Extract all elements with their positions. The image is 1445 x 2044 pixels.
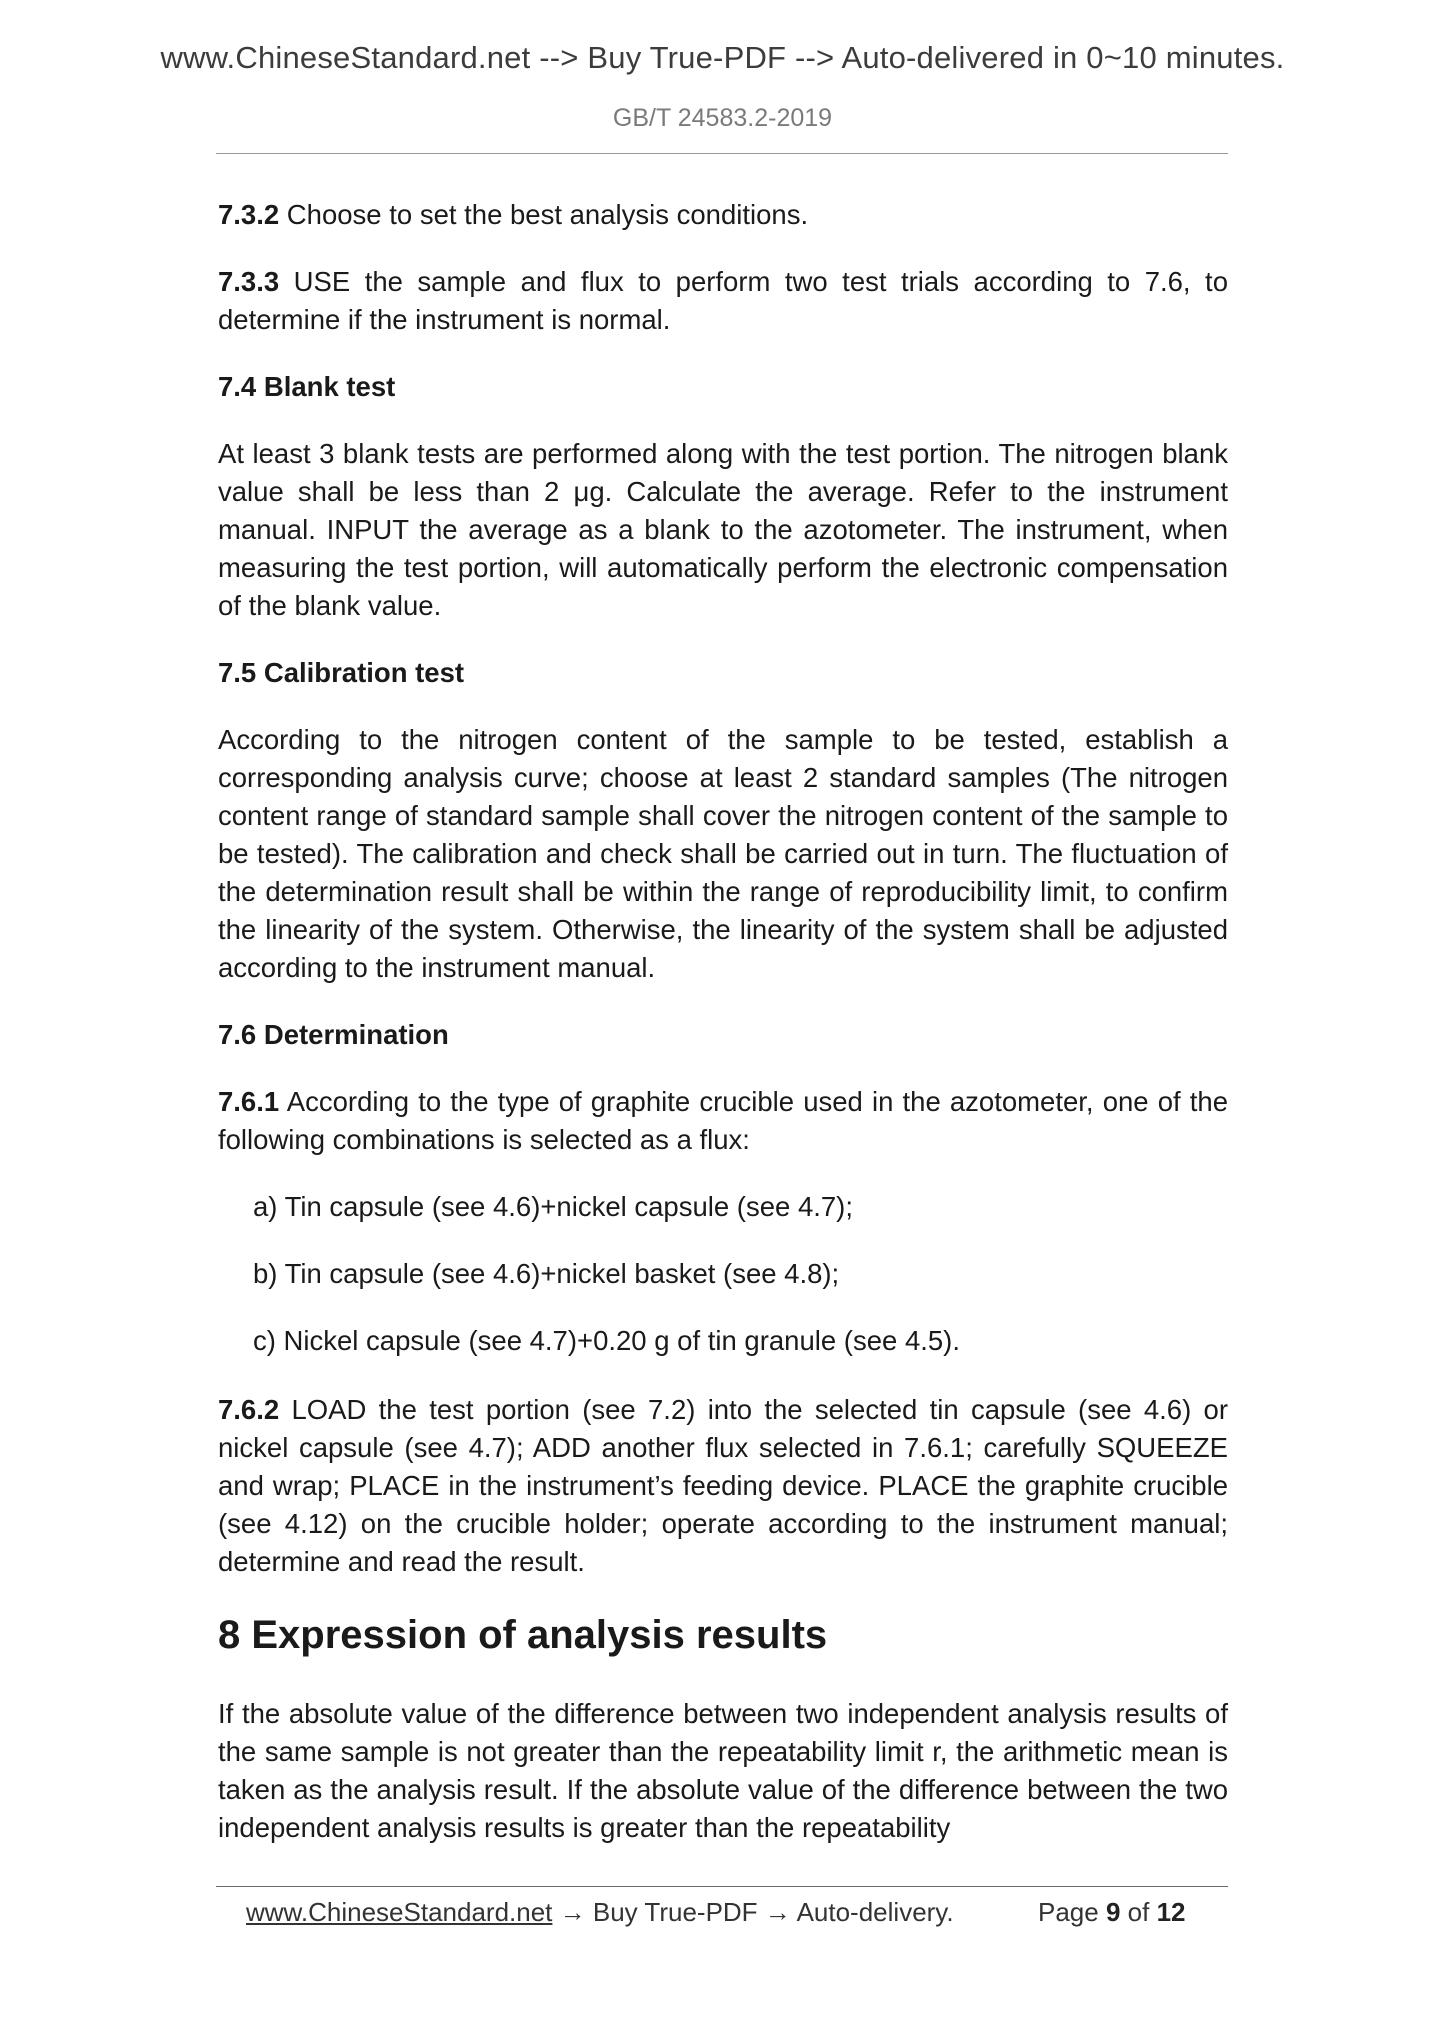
clause-text: USE the sample and flux to perform two test trials according to 7.6, to determine if the instrument is normal. bbox=[218, 266, 1228, 335]
section-7-4-heading: 7.4 Blank test bbox=[218, 371, 396, 402]
footer bbox=[246, 1897, 1216, 1928]
document-body bbox=[218, 196, 1228, 1847]
section-8-heading: 8 Expression of analysis results bbox=[218, 1613, 828, 1657]
page-of: of bbox=[1127, 1897, 1150, 1927]
section-7-5-heading: 7.5 Calibration test bbox=[218, 657, 465, 688]
page-indicator bbox=[1038, 1897, 1186, 1928]
header-banner: www.ChineseStandard.net --> Buy True-PDF --> Auto-delivered in 0~10 minutes. bbox=[160, 40, 1285, 75]
footer-link[interactable]: www.ChineseStandard.net bbox=[246, 1897, 553, 1927]
section-7-6-heading: 7.6 Determination bbox=[218, 1019, 449, 1050]
section-7-5-text: According to the nitrogen content of the sample to be tested, establish a corresponding analysis curve; choose at least 2 standard samples (The nitrogen content range of standard sample shall cover the nitrogen content of the sample to be tested). The calibration and check shall be carried out in turn. The fluctuation of the determination result shall be within the range of reproducibility limit, to confirm the linearity of the system. Otherwise, the linearity of the system shall be adjusted according to the instrument manual. bbox=[218, 724, 1228, 983]
footer-text: → Buy True-PDF → Auto-delivery. bbox=[552, 1897, 954, 1927]
clause-number: 7.6.2 bbox=[218, 1394, 280, 1425]
clause-number: 7.6.1 bbox=[218, 1086, 280, 1117]
clause-text: LOAD the test portion (see 7.2) into the selected tin capsule (see 4.6) or nickel capsule (see 4.7); ADD another flux selected in 7.6.1; carefully SQUEEZE and wrap; PLACE in the instrument’s feeding device. PLACE the graphite crucible (see 4.12) on the crucible holder; operate according to the instrument manual; determine and read the result. bbox=[218, 1394, 1228, 1577]
list-item: c) Nickel capsule (see 4.7)+0.20 g of tin granule (see 4.5). bbox=[253, 1325, 960, 1356]
page-current: 9 bbox=[1105, 1897, 1121, 1927]
clause-text: Choose to set the best analysis conditions. bbox=[279, 199, 809, 230]
standard-number: GB/T 24583.2-2019 bbox=[612, 104, 833, 132]
section-7-4-text: At least 3 blank tests are performed along with the test portion. The nitrogen blank value shall be less than 2 μg. Calculate the average. Refer to the instrument manual. INPUT the average as a blank to the azotometer. The instrument, when measuring the test portion, will automatically perform the electronic compensation of the blank value. bbox=[218, 438, 1228, 621]
clause-7-6-2 bbox=[218, 1391, 1228, 1581]
header-divider bbox=[216, 153, 1228, 154]
section-8-text: If the absolute value of the difference between two independent analysis results of the same sample is not greater than the repeatability limit r, the arithmetic mean is taken as the analysis result. If the absolute value of the difference between the two independent analysis results is greater than the repeatability bbox=[218, 1698, 1228, 1843]
clause-number: 7.3.2 bbox=[218, 199, 280, 230]
clause-7-3-3 bbox=[218, 263, 1228, 339]
list-item: a) Tin capsule (see 4.6)+nickel capsule (see 4.7); bbox=[253, 1191, 853, 1222]
clause-7-6-1 bbox=[218, 1083, 1228, 1159]
clause-number: 7.3.3 bbox=[218, 266, 280, 297]
footer-divider bbox=[216, 1886, 1228, 1887]
page-total: 12 bbox=[1156, 1897, 1186, 1927]
list-item: b) Tin capsule (see 4.6)+nickel basket (see 4.8); bbox=[253, 1258, 840, 1289]
clause-text: According to the type of graphite crucible used in the azotometer, one of the following combinations is selected as a flux: bbox=[218, 1086, 1228, 1155]
page-label: Page bbox=[1038, 1897, 1099, 1927]
clause-7-3-2 bbox=[218, 196, 1228, 234]
